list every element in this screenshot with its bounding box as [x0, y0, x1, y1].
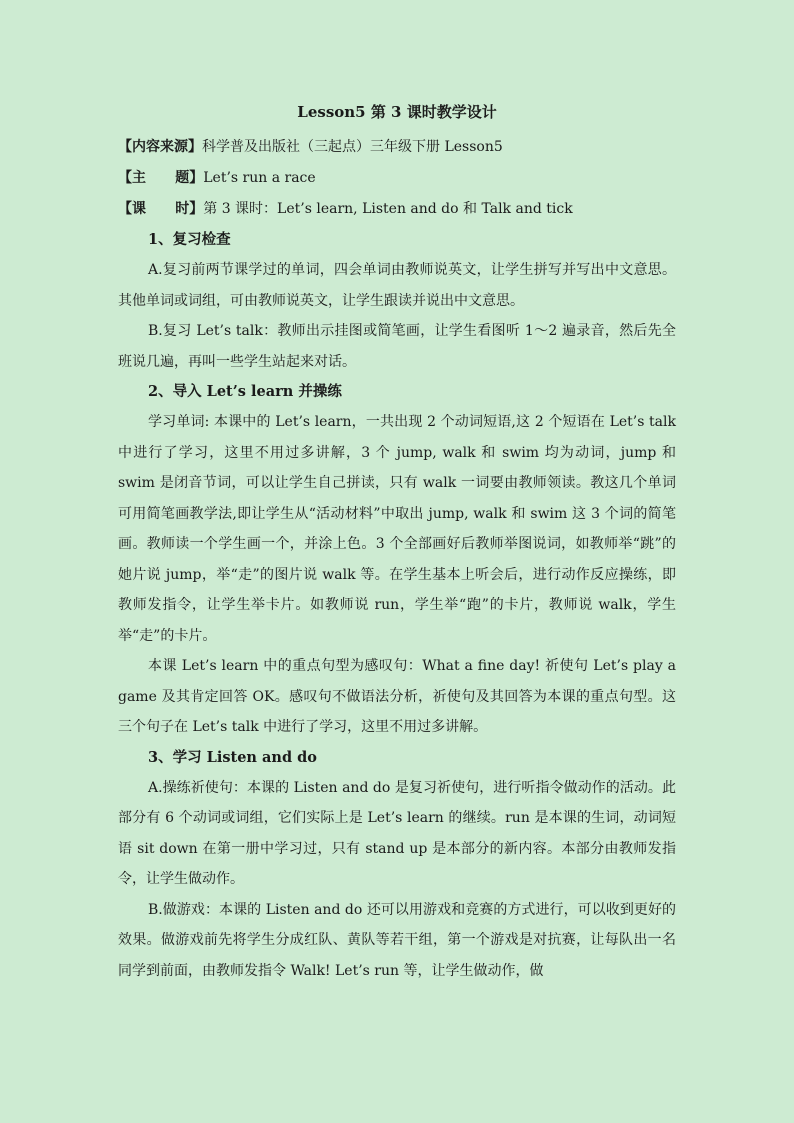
meta-period-value: 第 3 课时：Let’s learn, Listen and do 和 Talk and tick: [203, 201, 573, 217]
paragraph-key-sentences: 本课 Let’s learn 中的重点句型为感叹句：What a fine day! 祈使句 Let’s play a game 及其肯定回答 OK。感叹句不做语法分析，祈使句及其回答为本课的重点句型。这三个句子在 Let’s talk 中进行了学习，这里不用过多讲解。: [118, 658, 676, 735]
meta-source: [118, 132, 676, 163]
paragraph-review-a: A.复习前两节课学过的单词，四会单词由教师说英文，让学生拼写并写出中文意思。其他单词或词组，可由教师说英文，让学生跟读并说出中文意思。: [118, 262, 676, 309]
meta-topic-value: Let’s run a race: [203, 170, 316, 186]
section-heading-review: 1、复习检查: [148, 231, 231, 248]
meta-period-label: 【课 时】: [118, 201, 204, 217]
section-heading-lets-learn: 2、导入 Let’s learn 并操练: [148, 383, 342, 400]
paragraph-games: B.做游戏：本课的 Listen and do 还可以用游戏和竞赛的方式进行，可以收到更好的效果。做游戏前先将学生分成红队、黄队等若干组，第一个游戏是对抗赛，让每队出一名同学到前面，由教师发指令 Walk! Let’s run 等，让学生做动作，做: [118, 901, 676, 979]
meta-topic: [118, 163, 676, 194]
meta-source-value: 科学普及出版社（三起点）三年级下册 Lesson5: [202, 139, 503, 155]
meta-topic-label: 【主 题】: [118, 170, 204, 186]
paragraph-review-b: B.复习 Let’s talk：教师出示挂图或简笔画，让学生看图听 1～2 遍录音，然后先全班说几遍，再叫一些学生站起来对话。: [118, 323, 676, 370]
meta-source-label: 【内容来源】: [118, 139, 202, 155]
paragraph-imperatives: A.操练祈使句：本课的 Listen and do 是复习祈使句，进行听指令做动作的活动。此部分有 6 个动词或词组，它们实际上是 Let’s learn 的继续。run 是本课的生词，动词短语 sit down 在第一册中学习过，只有 stand up 是本部分的新内容。本部分由教师发指令，让学生做动作。: [118, 779, 676, 887]
paragraph-vocabulary: 学习单词: 本课中的 Let’s learn，一共出现 2 个动词短语,这 2 个短语在 Let’s talk 中进行了学习，这里不用过多讲解，3 个 jump, walk 和 swim 均为动词，jump 和 swim 是闭音节词，可以让学生自己拼读，只有 walk 一词要由教师领读。教这几个单词可用简笔画教学法,即让学生从“活动材料”中取出 jump, walk 和 swim 这 3 个词的简笔画。教师读一个学生画一个，并涂上色。3 个全部画好后教师举图说词，如教师举“跳”的她片说 jump，举“走”的图片说 walk 等。在学生基本上听会后，进行动作反应操练，即教师发指令，让学生举卡片。如教师说 run，学生举“跑”的卡片，教师说 walk，学生举“走”的卡片。: [118, 414, 676, 644]
page-title: Lesson5 第 3 课时教学设计: [297, 103, 497, 121]
meta-period: [118, 194, 676, 225]
section-heading-listen-do: 3、学习 Listen and do: [148, 748, 317, 766]
